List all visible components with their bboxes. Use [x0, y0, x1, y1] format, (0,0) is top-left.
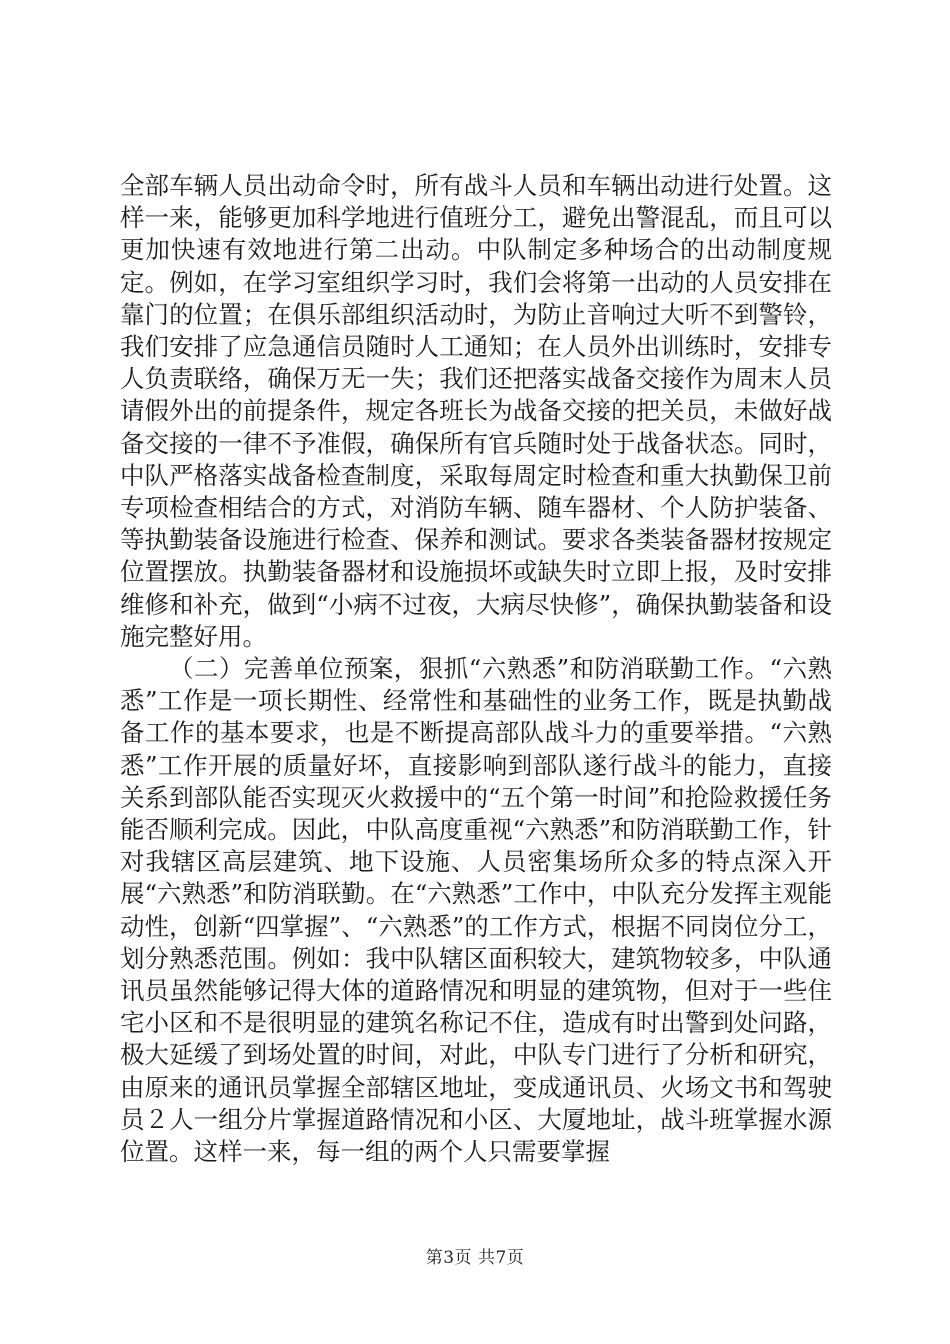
document-body — [120, 170, 832, 1168]
page-footer: 第3页 共7页 — [425, 1248, 525, 1268]
paragraph-continuation: 全部车辆人员出动命令时，所有战斗人员和车辆出动进行处置。这样一来，能够更加科学地进行值班分工，避免出警混乱，而且可以更加快速有效地进行第二出动。中队制定多种场合的出动制度规定。例如，在学习室组织学习时，我们会将第一出动的人员安排在靠门的位置；在俱乐部组织活动时，为防止音响过大听不到警铃，我们安排了应急通信员随时人工通知；在人员外出训练时，安排专人负责联络，确保万无一失；我们还把落实战备交接作为周末人员请假外出的前提条件，规定各班长为战备交接的把关员，未做好战备交接的一律不予准假，确保所有官兵随时处于战备状态。同时，中队严格落实战备检查制度，采取每周定时检查和重大执勤保卫前专项检查相结合的方式，对消防车辆、随车器材、个人防护装备、等执勤装备设施进行检查、保养和测试。要求各类装备器材按规定位置摆放。执勤装备器材和设施损坏或缺失时立即上报，及时安排维修和补充，做到“小病不过夜，大病尽快修”，确保执勤装备和设施完整好用。 — [120, 171, 832, 651]
paragraph-section-two: （二）完善单位预案，狠抓“六熟悉”和防消联勤工作。“六熟悉”工作是一项长期性、经常性和基础性的业务工作，既是执勤战备工作的基本要求，也是不断提高部队战斗力的重要举措。“六熟悉”工作开展的质量好坏，直接影响到部队遂行战斗的能力，直接关系到部队能否实现灭火救援中的“五个第一时间”和抢险救援任务能否顺利完成。因此，中队高度重视“六熟悉”和防消联勤工作，针对我辖区高层建筑、地下设施、人员密集场所众多的特点深入开展“六熟悉”和防消联勤。在“六熟悉”工作中，中队充分发挥主观能动性，创新“四掌握”、“六熟悉”的工作方式，根据不同岗位分工，划分熟悉范围。例如：我中队辖区面积较大，建筑物较多，中队通讯员虽然能够记得大体的道路情况和明显的建筑物，但对于一些住宅小区和不是很明显的建筑名称记不住，造成有时出警到处问路，极大延缓了到场处置的时间，对此，中队专门进行了分析和研究，由原来的通讯员掌握全部辖区地址，变成通讯员、火场文书和驾驶员２人一组分片掌握道路情况和小区、大厦地址，战斗班掌握水源位置。这样一来，每一组的两个人只需要掌握 — [120, 654, 832, 1167]
